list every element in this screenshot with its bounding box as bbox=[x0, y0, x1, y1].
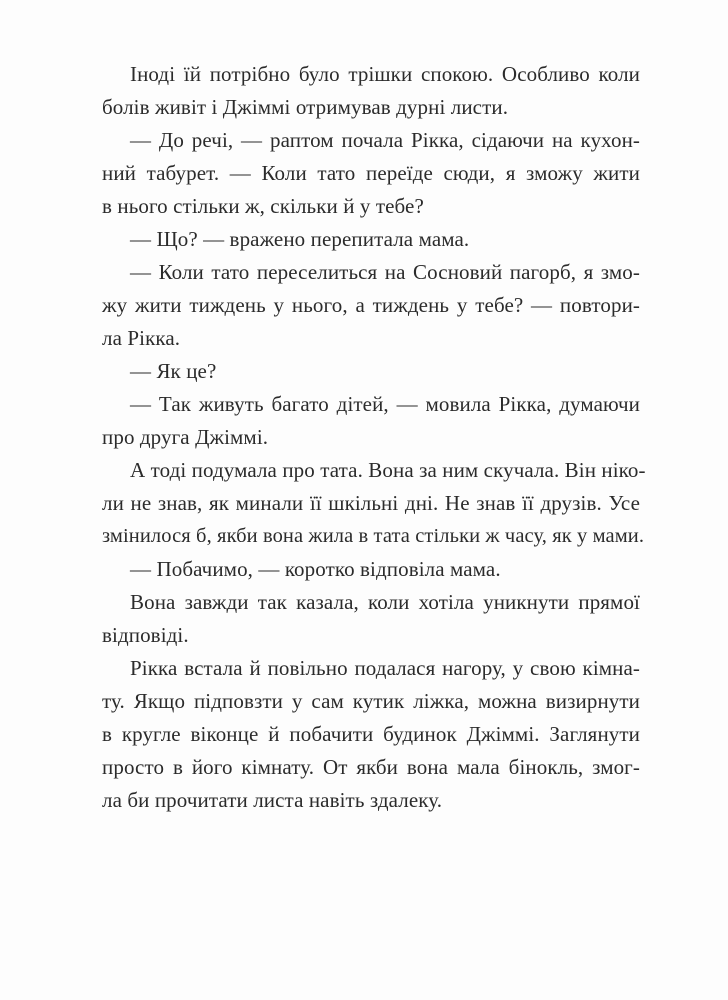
text-line: ли не знав, як минали її шкільні дні. Не знав її друзів. Усе bbox=[102, 491, 640, 515]
text-line: Вона завжди так казала, коли хотіла уникнути прямої bbox=[130, 590, 640, 614]
text-line: змінилося б, якби вона жила в тата стільки ж часу, як у мами. bbox=[102, 525, 645, 547]
text-line: ту. Якщо підповзти у сам кутик ліжка, можна визирнути bbox=[102, 689, 640, 713]
text-line: — Як це? bbox=[130, 359, 217, 383]
text-line: — Що? — вражено перепитала мама. bbox=[130, 227, 470, 251]
text-line: про друга Джіммі. bbox=[102, 425, 269, 449]
text-line: — Так живуть багато дітей, — мовила Рікка, думаючи bbox=[130, 392, 640, 416]
text-line: в кругле віконце й побачити будинок Джіммі. Заглянути bbox=[102, 722, 640, 746]
text-line: — Коли тато переселиться на Сосновий пагорб, я змо- bbox=[130, 260, 640, 284]
text-line: болів живіт і Джіммі отримував дурні листи. bbox=[102, 95, 509, 119]
text-line: ла Рікка. bbox=[102, 326, 181, 350]
text-line: просто в його кімнату. От якби вона мала бінокль, змог- bbox=[102, 755, 640, 779]
text-line: Іноді їй потрібно було трішки спокою. Особливо коли bbox=[130, 62, 640, 86]
text-line: жу жити тиждень у нього, а тиждень у тебе? — повтори- bbox=[102, 293, 640, 317]
text-line: ла би прочитати листа навіть здалеку. bbox=[102, 788, 443, 812]
text-line: ний табурет. — Коли тато переїде сюди, я зможу жити bbox=[102, 161, 640, 185]
text-line: Рікка встала й повільно подалася нагору, у свою кімна- bbox=[130, 656, 640, 680]
text-line: в нього стільки ж, скільки й у тебе? bbox=[102, 194, 424, 218]
text-line: — До речі, — раптом почала Рікка, сідаючи на кухон- bbox=[130, 128, 640, 152]
text-line: А тоді подумала про тата. Вона за ним скучала. Він ніко- bbox=[130, 458, 646, 482]
text-line: — Побачимо, — коротко відповіла мама. bbox=[130, 557, 501, 581]
text-line: відповіді. bbox=[102, 623, 189, 647]
